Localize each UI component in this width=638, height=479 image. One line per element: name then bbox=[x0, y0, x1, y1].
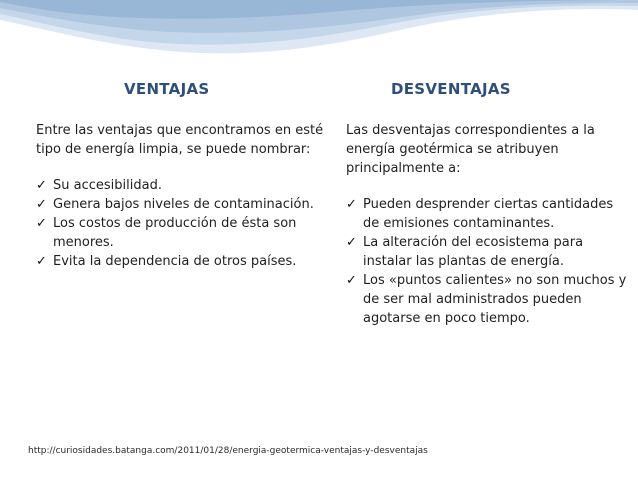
list-item bbox=[346, 271, 628, 328]
checkmark-icon: ✓ bbox=[36, 216, 47, 231]
list-item bbox=[346, 195, 628, 233]
list-item bbox=[36, 252, 326, 271]
list-item-text: Los «puntos calientes» no son muchos y de ser mal administrados pueden agotarse en poco tiempo. bbox=[363, 273, 627, 326]
desventajas-intro: Las desventajas correspondientes a la energía geotérmica se atribuyen principalmente a: bbox=[346, 123, 595, 176]
source-link[interactable]: http://curiosidades.batanga.com/2011/01/28/energia-geotermica-ventajas-y-desventajas bbox=[28, 446, 428, 456]
checkmark-icon: ✓ bbox=[346, 273, 357, 288]
list-item bbox=[36, 195, 326, 214]
desventajas-heading: DESVENTAJAS bbox=[391, 80, 511, 98]
list-item-text: Evita la dependencia de otros países. bbox=[53, 254, 297, 269]
list-item-text: Su accesibilidad. bbox=[53, 178, 162, 193]
checkmark-icon: ✓ bbox=[36, 254, 47, 269]
checkmark-icon: ✓ bbox=[346, 235, 357, 250]
desventajas-list bbox=[346, 195, 628, 328]
desventajas-column bbox=[346, 121, 628, 328]
ventajas-intro: Entre las ventajas que encontramos en esté tipo de energía limpia, se puede nombrar: bbox=[36, 123, 324, 157]
checkmark-icon: ✓ bbox=[36, 197, 47, 212]
list-item-text: Los costos de producción de ésta son menores. bbox=[53, 216, 297, 250]
list-item bbox=[36, 176, 326, 195]
list-item bbox=[36, 214, 326, 252]
ventajas-heading: VENTAJAS bbox=[124, 80, 210, 98]
list-item-text: Pueden desprender ciertas cantidades de emisiones contaminantes. bbox=[363, 197, 614, 231]
list-item-text: La alteración del ecosistema para instalar las plantas de energía. bbox=[363, 235, 584, 269]
ventajas-list bbox=[36, 176, 326, 271]
list-item-text: Genera bajos niveles de contaminación. bbox=[53, 197, 314, 212]
ventajas-column bbox=[36, 121, 326, 271]
checkmark-icon: ✓ bbox=[36, 178, 47, 193]
checkmark-icon: ✓ bbox=[346, 197, 357, 212]
list-item bbox=[346, 233, 628, 271]
header-wave-decoration bbox=[0, 0, 638, 74]
